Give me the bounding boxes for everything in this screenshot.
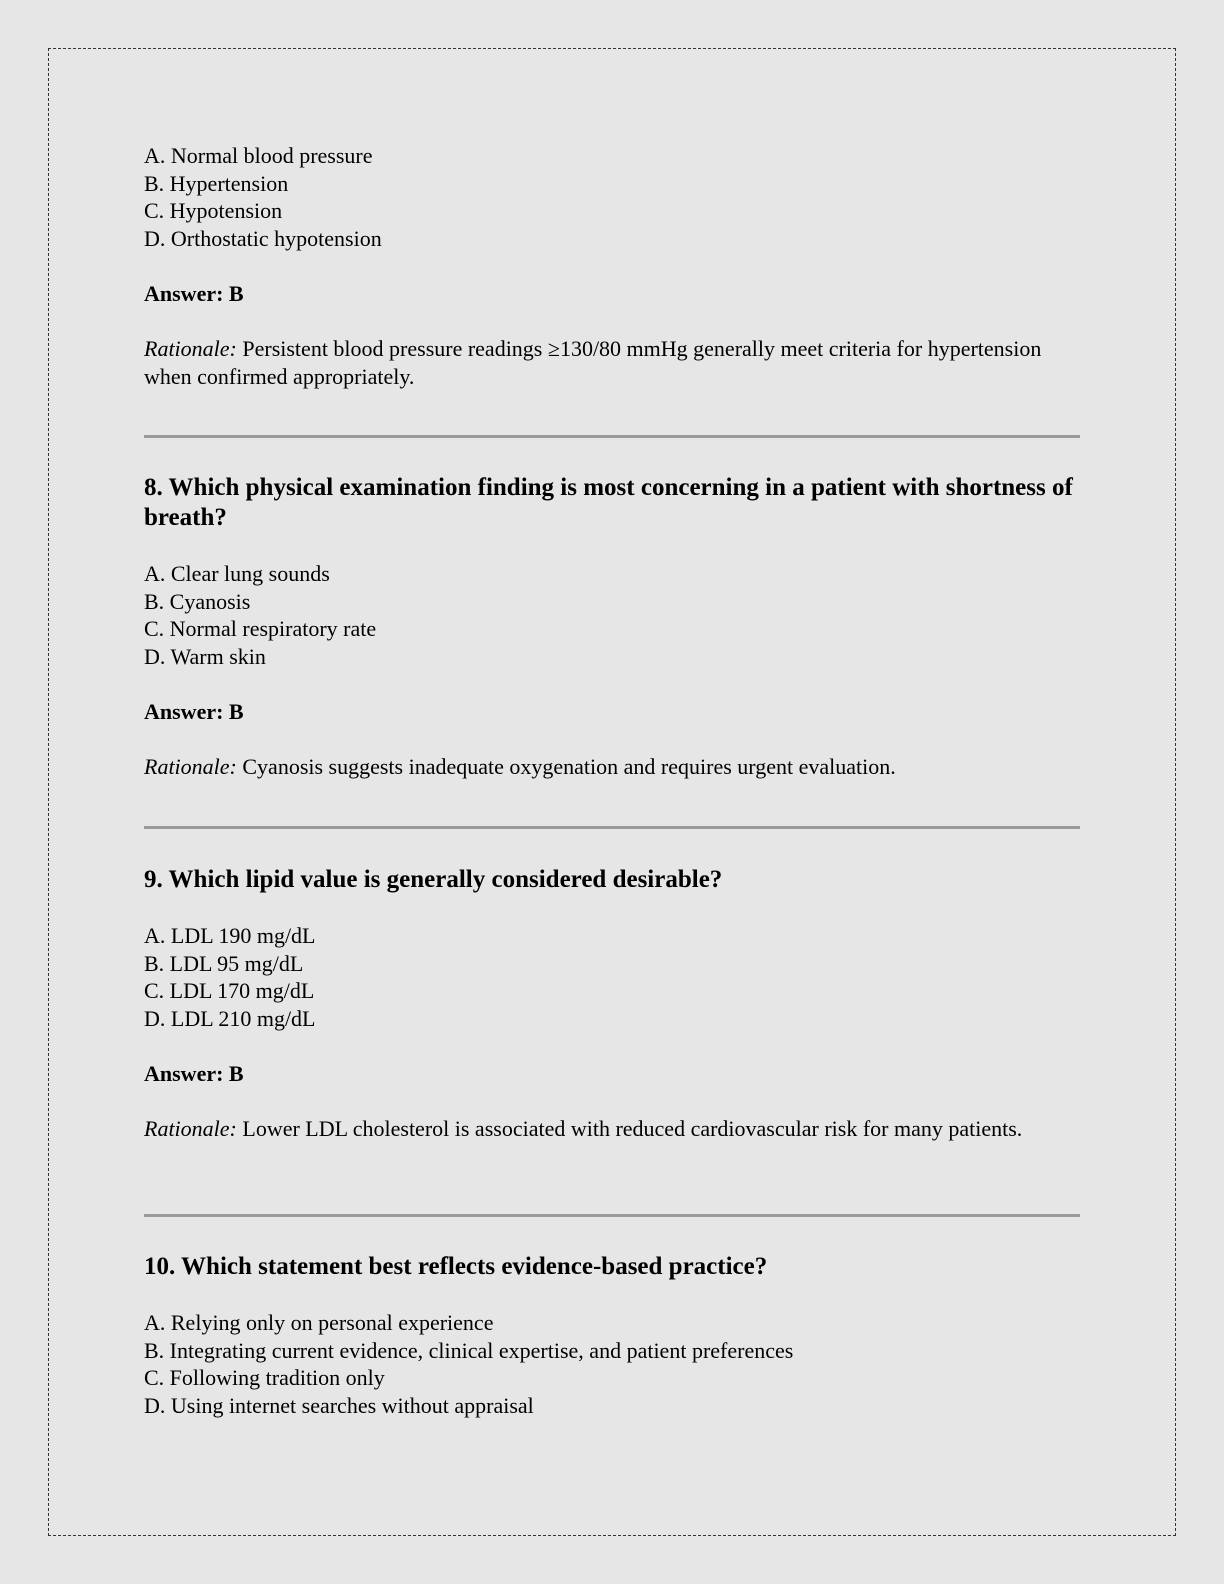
option-c: C. LDL 170 mg/dL	[144, 978, 315, 1003]
option-c: C. Normal respiratory rate	[144, 616, 377, 641]
divider-1	[144, 435, 1080, 438]
rationale-label: Rationale:	[144, 336, 237, 361]
option-c: C. Following tradition only	[144, 1365, 385, 1390]
question-title: 9. Which lipid value is generally considered desirable?	[144, 866, 723, 893]
option-d: D. LDL 210 mg/dL	[144, 1005, 316, 1031]
option-b: B. Hypertension	[144, 170, 289, 196]
divider-2	[144, 826, 1080, 829]
question-9-block	[144, 865, 1080, 1143]
rationale	[144, 753, 1080, 781]
question-10-block	[144, 1252, 1080, 1419]
option-a: A. Clear lung sounds	[144, 561, 330, 586]
rationale-text: Persistent blood pressure readings ≥130/80 mmHg generally meet criteria for hypertension when confirmed appropriately.	[144, 336, 1042, 389]
option-a: A. LDL 190 mg/dL	[144, 923, 316, 948]
option-a: A. Relying only on personal experience	[144, 1310, 494, 1335]
option-b: B. Integrating current evidence, clinical expertise, and patient preferences	[144, 1337, 794, 1363]
divider	[144, 826, 1080, 829]
divider	[144, 1214, 1080, 1217]
rationale-text: Lower LDL cholesterol is associated with reduced cardiovascular risk for many patients.	[236, 1116, 1023, 1141]
question-10-options	[144, 1309, 1080, 1419]
option-a: A. Normal blood pressure	[144, 143, 373, 168]
answer: Answer: B	[144, 281, 244, 306]
rationale-label: Rationale:	[144, 754, 237, 779]
rationale-text: Cyanosis suggests inadequate oxygenation and requires urgent evaluation.	[236, 754, 896, 779]
rationale	[144, 335, 1080, 391]
option-b: B. Cyanosis	[144, 588, 251, 614]
question-7-block	[144, 142, 1080, 391]
question-7-options	[144, 142, 1080, 252]
divider	[144, 435, 1080, 438]
option-d: D. Orthostatic hypotension	[144, 225, 382, 251]
option-d: D. Using internet searches without appraisal	[144, 1392, 534, 1418]
question-title: 10. Which statement best reflects evidence-based practice?	[144, 1253, 768, 1280]
question-8-block	[144, 473, 1080, 781]
question-title: 8. Which physical examination finding is most concerning in a patient with shortness of breath?	[144, 474, 1073, 531]
question-9-options	[144, 922, 1080, 1032]
rationale	[144, 1115, 1080, 1143]
divider-3	[144, 1214, 1080, 1217]
option-d: D. Warm skin	[144, 643, 266, 669]
answer: Answer: B	[144, 1061, 244, 1086]
rationale-label: Rationale:	[144, 1116, 237, 1141]
option-b: B. LDL 95 mg/dL	[144, 950, 304, 976]
question-8-options	[144, 560, 1080, 670]
option-c: C. Hypotension	[144, 198, 283, 223]
answer: Answer: B	[144, 699, 244, 724]
